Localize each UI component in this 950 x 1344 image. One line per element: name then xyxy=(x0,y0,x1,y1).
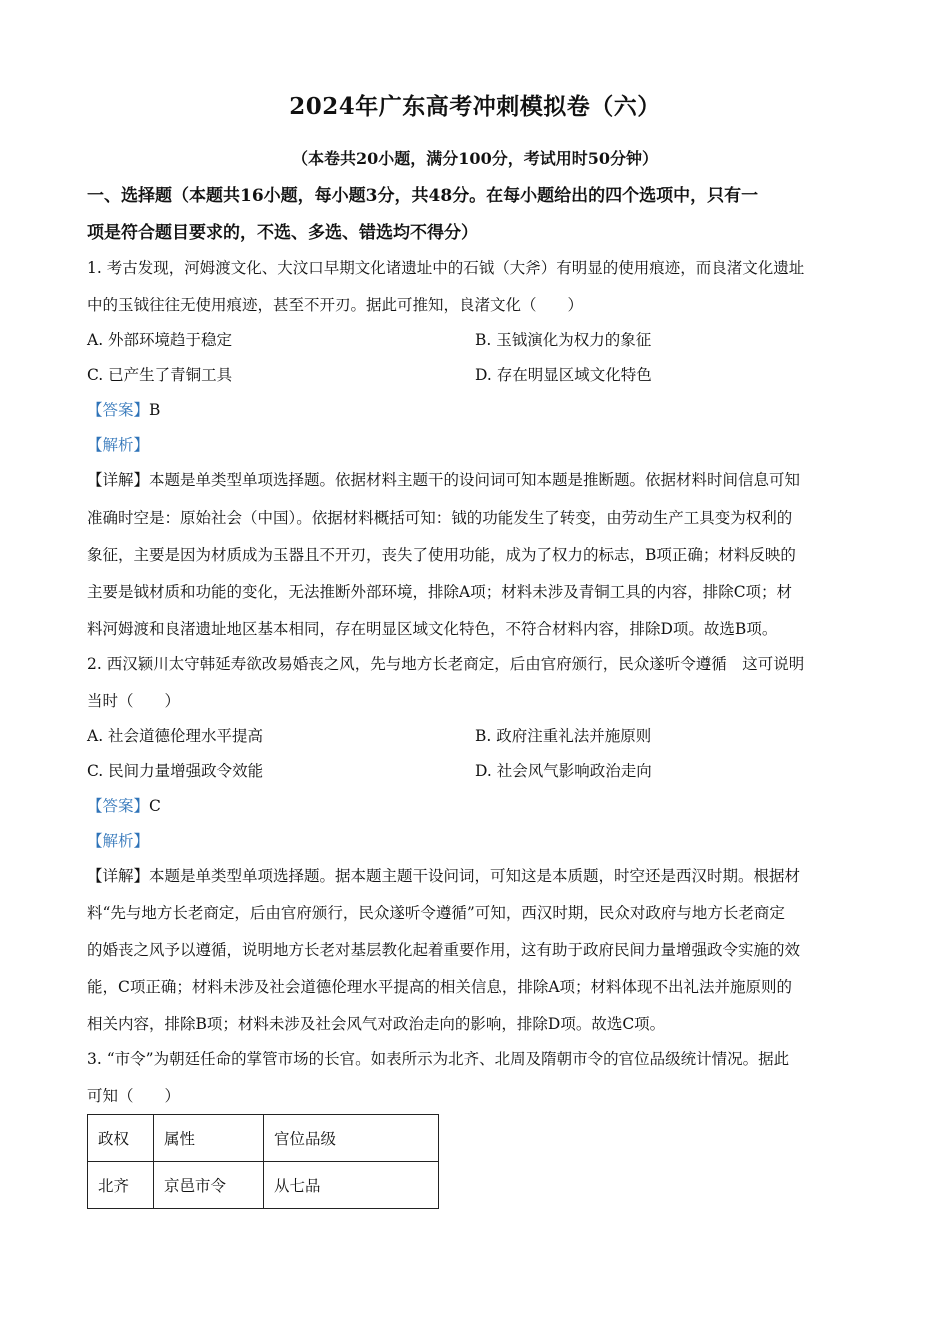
table-row xyxy=(88,1162,439,1209)
section-heading-line1: 一、选择题（本题共16小题，每小题3分，共48分。在每小题给出的四个选项中，只有一 xyxy=(87,186,759,206)
q2-answer xyxy=(87,794,161,816)
q2-detail-tag: 【详解】 xyxy=(87,867,150,885)
table-header-cell: 官位品级 xyxy=(264,1115,439,1162)
q1-option-a: A. 外部环境趋于稳定 xyxy=(87,331,233,349)
q1-stem-line2: 中的玉钺往往无使用痕迹，甚至不开刃。据此可推知，良渚文化（ ） xyxy=(87,296,584,314)
table-header-cell: 政权 xyxy=(88,1115,154,1162)
q1-option-d: D. 存在明显区域文化特色 xyxy=(475,366,652,384)
q1-analysis-tag: 【解析】 xyxy=(87,436,150,454)
section-heading-line2: 项是符合题目要求的，不选、多选、错选均不得分） xyxy=(87,223,478,243)
q1-option-c: C. 已产生了青铜工具 xyxy=(87,366,233,384)
q1-detail-line2: 准确时空是：原始社会（中国）。依据材料概括可知：钺的功能发生了转变，由劳动生产工具变为权利的 xyxy=(87,509,793,527)
q2-answer-value: C xyxy=(149,797,161,815)
q3-table xyxy=(87,1114,439,1209)
exam-subtitle: （本卷共20小题，满分100分，考试用时50分钟） xyxy=(292,149,658,168)
q3-stem-line2: 可知（ ） xyxy=(87,1087,181,1105)
table-header-row xyxy=(88,1115,439,1162)
table-cell: 从七品 xyxy=(264,1162,439,1209)
q1-option-b: B. 玉钺演化为权力的象征 xyxy=(475,331,652,349)
q1-detail-line4: 主要是钺材质和功能的变化，无法推断外部环境，排除A项；材料未涉及青铜工具的内容，排除C项；材 xyxy=(87,583,793,601)
q1-detail-line3: 象征，主要是因为材质成为玉器且不开刃，丧失了使用功能，成为了权力的标志，B项正确；材料反映的 xyxy=(87,546,796,564)
q1-stem-line1: 1. 考古发现，河姆渡文化、大汶口早期文化诸遗址中的石钺（大斧）有明显的使用痕迹，而良渚文化遗址 xyxy=(87,259,805,277)
q1-detail-line5: 料河姆渡和良渚遗址地区基本相同，存在明显区域文化特色，不符合材料内容，排除D项。故选B项。 xyxy=(87,620,778,638)
q2-option-d: D. 社会风气影响政治走向 xyxy=(475,762,652,780)
q2-detail-text1: 本题是单类型单项选择题。据本题主题干设问词，可知这是本质题，时空还是西汉时期。根据材 xyxy=(149,867,801,885)
q2-detail-line4: 能，C项正确；材料未涉及社会道德伦理水平提高的相关信息，排除A项；材料体现不出礼法并施原则的 xyxy=(87,978,793,996)
table-cell: 京邑市令 xyxy=(154,1162,264,1209)
section-heading xyxy=(87,178,867,252)
q2-option-b: B. 政府注重礼法并施原则 xyxy=(475,727,652,745)
q2-stem-line1: 2. 西汉颍川太守韩延寿欲改易婚丧之风，先与地方长老商定，后由官府颁行，民众遂听令遵循 这可说明 xyxy=(87,655,805,673)
q2-detail-line1 xyxy=(87,864,800,886)
q2-option-c: C. 民间力量增强政令效能 xyxy=(87,762,264,780)
q2-detail-line2: 料“先与地方长老商定，后由官府颁行，民众遂听令遵循”可知，西汉时期，民众对政府与地方长老商定 xyxy=(87,904,785,922)
exam-title: 2024年广东高考冲刺模拟卷（六） xyxy=(289,93,661,120)
q2-analysis-tag: 【解析】 xyxy=(87,832,150,850)
q2-detail-line3: 的婚丧之风予以遵循，说明地方长老对基层教化起着重要作用，这有助于政府民间力量增强政令实施的效 xyxy=(87,941,801,959)
q1-detail-line1 xyxy=(87,468,800,490)
q2-answer-tag: 【答案】 xyxy=(87,797,150,815)
table-header-cell: 属性 xyxy=(154,1115,264,1162)
q1-answer xyxy=(87,398,160,420)
q1-detail-tag: 【详解】 xyxy=(87,471,150,489)
q1-answer-value: B xyxy=(149,401,161,419)
q2-stem-line2: 当时（ ） xyxy=(87,692,181,710)
q3-stem-line1: 3. “市令”为朝廷任命的掌管市场的长官。如表所示为北齐、北周及隋朝市令的官位品级统计情况。据此 xyxy=(87,1050,790,1068)
q2-option-a: A. 社会道德伦理水平提高 xyxy=(87,727,264,745)
q1-answer-tag: 【答案】 xyxy=(87,401,150,419)
q1-detail-text1: 本题是单类型单项选择题。依据材料主题干的设问词可知本题是推断题。依据材料时间信息可知 xyxy=(149,471,801,489)
q2-detail-line5: 相关内容，排除B项；材料未涉及社会风气对政治走向的影响，排除D项。故选C项。 xyxy=(87,1015,666,1033)
table-cell: 北齐 xyxy=(88,1162,154,1209)
